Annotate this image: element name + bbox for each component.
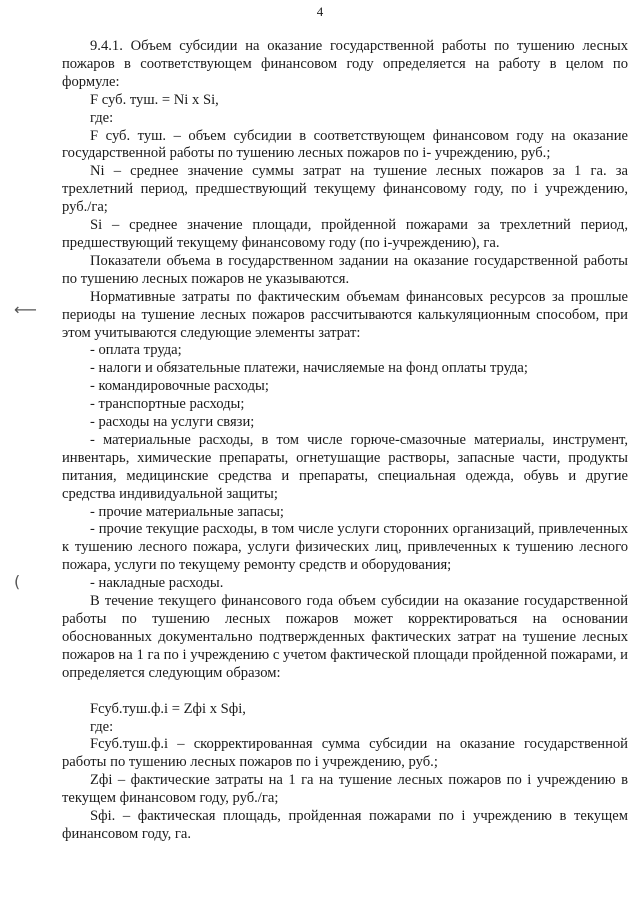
margin-bracket-mark: (: [14, 572, 21, 591]
list-item: - прочие текущие расходы, в том числе услуги сторонних организаций, привлеченных к тушению лесного пожара, услуги физических лиц, привлеченных к тушению лесного пожара, услуги по текущему ремонту средств и оборудования;: [62, 521, 628, 574]
document-body: [62, 38, 628, 844]
definition-f: F суб. туш. – объем субсидии в соответствующем финансовом году на оказание государственной работы по тушению лесных пожаров по i- учреждению, руб.;: [62, 127, 628, 162]
definition-sfi: Sфi. – фактическая площадь, пройденная пожарами по i учреждению в текущем финансовом году, га.: [62, 808, 628, 842]
definition-fsub: Fсуб.туш.ф.i – скорректированная сумма субсидии на оказание государственной работы по тушению лесных пожаров по i учреждению, руб.;: [62, 736, 628, 771]
margin-bracket-mark: ⟵: [14, 300, 37, 319]
list-item: - материальные расходы, в том числе горюче-смазочные материалы, инструмент, инвентарь, химические препараты, огнетушащие растворы, запасные части, продукты питания, медицинские средства и препараты, специальная одежда, обувь и другие средства индивидуальной защиты;: [62, 431, 628, 502]
paragraph-indicators: Показатели объема в государственном задании на оказание государственной работы по тушению лесных пожаров не указываются.: [62, 252, 628, 287]
page-number: 4: [316, 4, 324, 19]
formula-corrected: Fсуб.туш.ф.i = Zфi x Sфi,: [90, 700, 246, 717]
definition-ni: Ni – среднее значение суммы затрат на тушение лесных пожаров за 1 га. за трехлетний период, предшествующий текущему финансовому году, по i учреждению, руб./га;: [62, 163, 628, 216]
list-item: - командировочные расходы;: [90, 378, 269, 395]
definition-si: Si – среднее значение площади, пройденной пожарами за трехлетний период, предшествующий текущему финансовому году (по i-учреждению), га.: [62, 217, 628, 251]
paragraph-normative: Нормативные затраты по фактическим объемам финансовых ресурсов за прошлые периоды на тушение лесных пожаров рассчитываются калькуляционным способом, при этом учитываются следующие элементы затрат:: [62, 288, 628, 341]
list-item: - прочие материальные запасы;: [90, 503, 284, 520]
definition-zfi: Zфi – фактические затраты на 1 га на тушение лесных пожаров по i учреждению в текущем финансовом году, руб./га;: [62, 772, 628, 807]
formula-main: F суб. туш. = Ni x Si,: [90, 91, 219, 108]
paragraph-intro: 9.4.1. Объем субсидии на оказание государственной работы по тушению лесных пожаров в соответствующем финансовом году определяется на работу в целом по формуле:: [62, 38, 628, 90]
paragraph-correction: В течение текущего финансового года объем субсидии на оказание государственной работы по тушению лесных пожаров может корректироваться на основании обоснованных документально подтвержденных фактических затрат на тушение лесных пожаров на 1 га по i учреждению с учетом фактической площади пройденной пожарами, и определяется следующим образом:: [62, 593, 628, 681]
list-item: - накладные расходы.: [90, 575, 224, 592]
formula-where: где:: [90, 718, 114, 735]
formula-where: где:: [90, 109, 114, 126]
list-item: - расходы на услуги связи;: [90, 414, 255, 431]
list-item: - налоги и обязательные платежи, начисляемые на фонд оплаты труда;: [90, 360, 528, 377]
list-item: - транспортные расходы;: [90, 396, 245, 413]
list-item: - оплата труда;: [90, 342, 182, 359]
